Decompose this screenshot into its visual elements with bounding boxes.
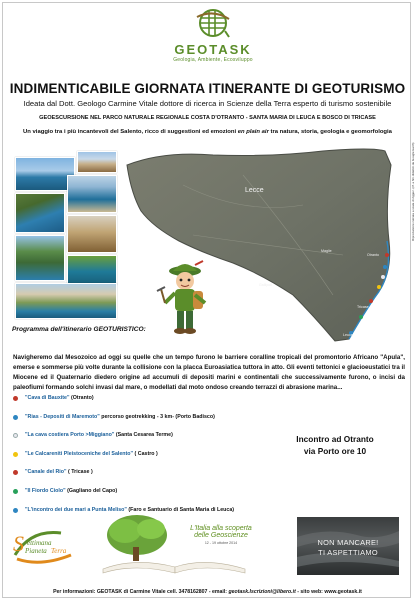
stop-place: ( Castro ) <box>133 450 158 457</box>
brand-name: GEOTASK <box>174 42 252 57</box>
stop-label <box>25 488 117 494</box>
italia-line-2: delle Geoscienze <box>194 532 248 539</box>
stop-label <box>25 469 93 475</box>
stop-place: (Gagliano del Capo) <box>65 487 118 494</box>
page-title: INDIMENTICABILE GIORNATA ITINERANTE DI GEOTURISMO <box>9 81 406 96</box>
stop-item <box>13 395 253 414</box>
trip-tagline-italic: en plain air <box>237 129 269 135</box>
map-label-tricase: Tricase <box>357 305 369 309</box>
photo-collage <box>15 151 119 321</box>
ti-aspettiamo-text: TI ASPETTIAMO <box>318 548 378 557</box>
settimana-pianeta-terra-logo <box>11 525 93 571</box>
italia-line-1: L'Italia alla scoperta <box>190 525 252 532</box>
meeting-time: via Porto ore 10 <box>303 445 367 456</box>
stop-item <box>13 488 253 507</box>
stop-item <box>13 469 253 488</box>
map-label-leuca: Leuca <box>343 333 353 337</box>
coast-photo <box>15 283 117 319</box>
stop-name: "Canale del Rio" <box>25 469 67 476</box>
meeting-place: Incontro ad Otranto <box>296 434 374 444</box>
stop-name: "Cava di Bauxite" <box>25 395 70 401</box>
stop-place: percorso geotrekking - 3 km- (Porto Badisco) <box>99 413 215 420</box>
svg-text:S: S <box>13 531 24 556</box>
stop-item <box>13 432 253 451</box>
coast-photo <box>15 193 65 233</box>
stop-bullet-icon <box>13 415 18 420</box>
footer-prefix: Per informazioni: GEOTASK di Carmine Vitale cell. 3478162807 - email: <box>53 589 229 595</box>
program-intro: Navigheremo dal Mesozoico ad oggi su quelle che un tempo furono le barriere coralline tropicali del promontorio Africano "Apula", emerse e sommerse più volte durante la collisione con la placca Euroasiatica tuttora in atto. Gli eventi tettonici e glacioeustatici tra il Miocene ed il Quaternario diedero origine ad accumuli di depositi marini e continentali che successivamente furono, o incisi da paleofiumi formando solchi invasi dal mare, o modellati dal moto ondoso creando terrazzi di abrasione marina... <box>13 354 405 391</box>
stop-bullet-icon <box>13 508 18 513</box>
stop-name: "Il Fiordo Ciolo" <box>25 487 66 494</box>
coast-photo <box>77 151 117 173</box>
stop-label <box>25 451 158 457</box>
geoscience-week-banner <box>171 525 271 545</box>
stop-name: "La cava costiera Porto >Miggiano" <box>25 432 115 439</box>
stop-bullet-icon <box>13 452 18 457</box>
geotask-logo <box>163 7 263 71</box>
stop-item <box>13 414 253 433</box>
poster <box>2 2 415 598</box>
trip-tagline-before: Un viaggio tra i più incantevoli del Salento, ricco di suggestioni ed emozioni <box>23 129 238 135</box>
italia-dates: 12 - 19 ottobre 2014 <box>204 541 238 545</box>
footer-contact <box>3 589 412 595</box>
stop-place: (Faro e Santuario di Santa Maria di Leuca) <box>126 506 235 513</box>
coast-photo <box>67 255 117 285</box>
globe-logo-icon <box>193 7 233 41</box>
contact-email-link[interactable]: geotask.Iscrizioni@libero.it <box>228 589 296 595</box>
coast-photo <box>67 215 117 253</box>
trip-tagline <box>3 129 412 135</box>
sps-word-settimana: ettimana <box>27 539 52 547</box>
stop-place: (Santa Cesarea Terme) <box>114 432 173 439</box>
stop-place: (Otranto) <box>69 395 94 401</box>
meeting-info <box>265 434 405 457</box>
stop-label <box>25 414 215 420</box>
stop-name: "L'incontro dei due mari a Punta Meliso" <box>25 506 127 513</box>
stops-list <box>13 395 253 525</box>
stop-item <box>13 451 253 470</box>
stop-label <box>25 507 234 513</box>
stop-bullet-icon <box>13 396 18 401</box>
excursion-heading: GEOESCURSIONE NEL PARCO NATURALE REGIONALE COSTA D'OTRANTO - SANTA MARIA DI LEUCA E BOSCO DI TRICASE <box>39 115 376 121</box>
trip-tagline-after: tra natura, storia, geologia e geomorfologia <box>268 129 392 135</box>
map-label-gallipoli: Gallipoli <box>259 283 272 287</box>
stop-place: ( Tricase ) <box>66 469 93 476</box>
program-title: Programma dell'itinerario GEOTURISTICO: <box>12 326 146 333</box>
geologist-cartoon-icon <box>155 259 215 339</box>
stop-bullet-icon <box>13 433 18 438</box>
sps-word-pianeta: Pianeta <box>25 547 47 555</box>
map-label-lecce: Lecce <box>245 187 264 194</box>
non-mancare-text: NON MANCARE! <box>317 538 379 547</box>
stop-bullet-icon <box>13 489 18 494</box>
stop-name: "Le Calcareniti Pleistoceniche del Salento" <box>25 450 134 457</box>
geologist-mascot <box>155 259 215 339</box>
page-subtitle: Ideata dal Dott. Geologo Carmine Vitale dottore di ricerca in Scienze della Terra esperto di turismo sostenibile <box>23 99 392 108</box>
stop-name: "Rias - Depositi di Maremoto" <box>25 413 100 420</box>
coast-photo <box>15 235 65 281</box>
footer-suffix: - sito web: www.geotask.it <box>295 589 362 595</box>
sps-word-terra: Terra <box>51 547 67 555</box>
stop-bullet-icon <box>13 470 18 475</box>
coast-photo <box>67 175 117 213</box>
non-mancare-banner <box>297 517 399 575</box>
map-label-otranto: Otranto <box>367 253 379 257</box>
stop-label <box>25 395 94 401</box>
map-label-maglie: Maglie <box>321 249 332 253</box>
coast-photo <box>15 157 75 191</box>
map-credit: Riproduzione calcata a scala di Aggez. (rif. a fini didattici da Google Earth) <box>411 142 415 241</box>
stop-label <box>25 432 173 438</box>
brand-tagline: Geologia, Ambiente, Ecosviluppo <box>173 57 253 63</box>
